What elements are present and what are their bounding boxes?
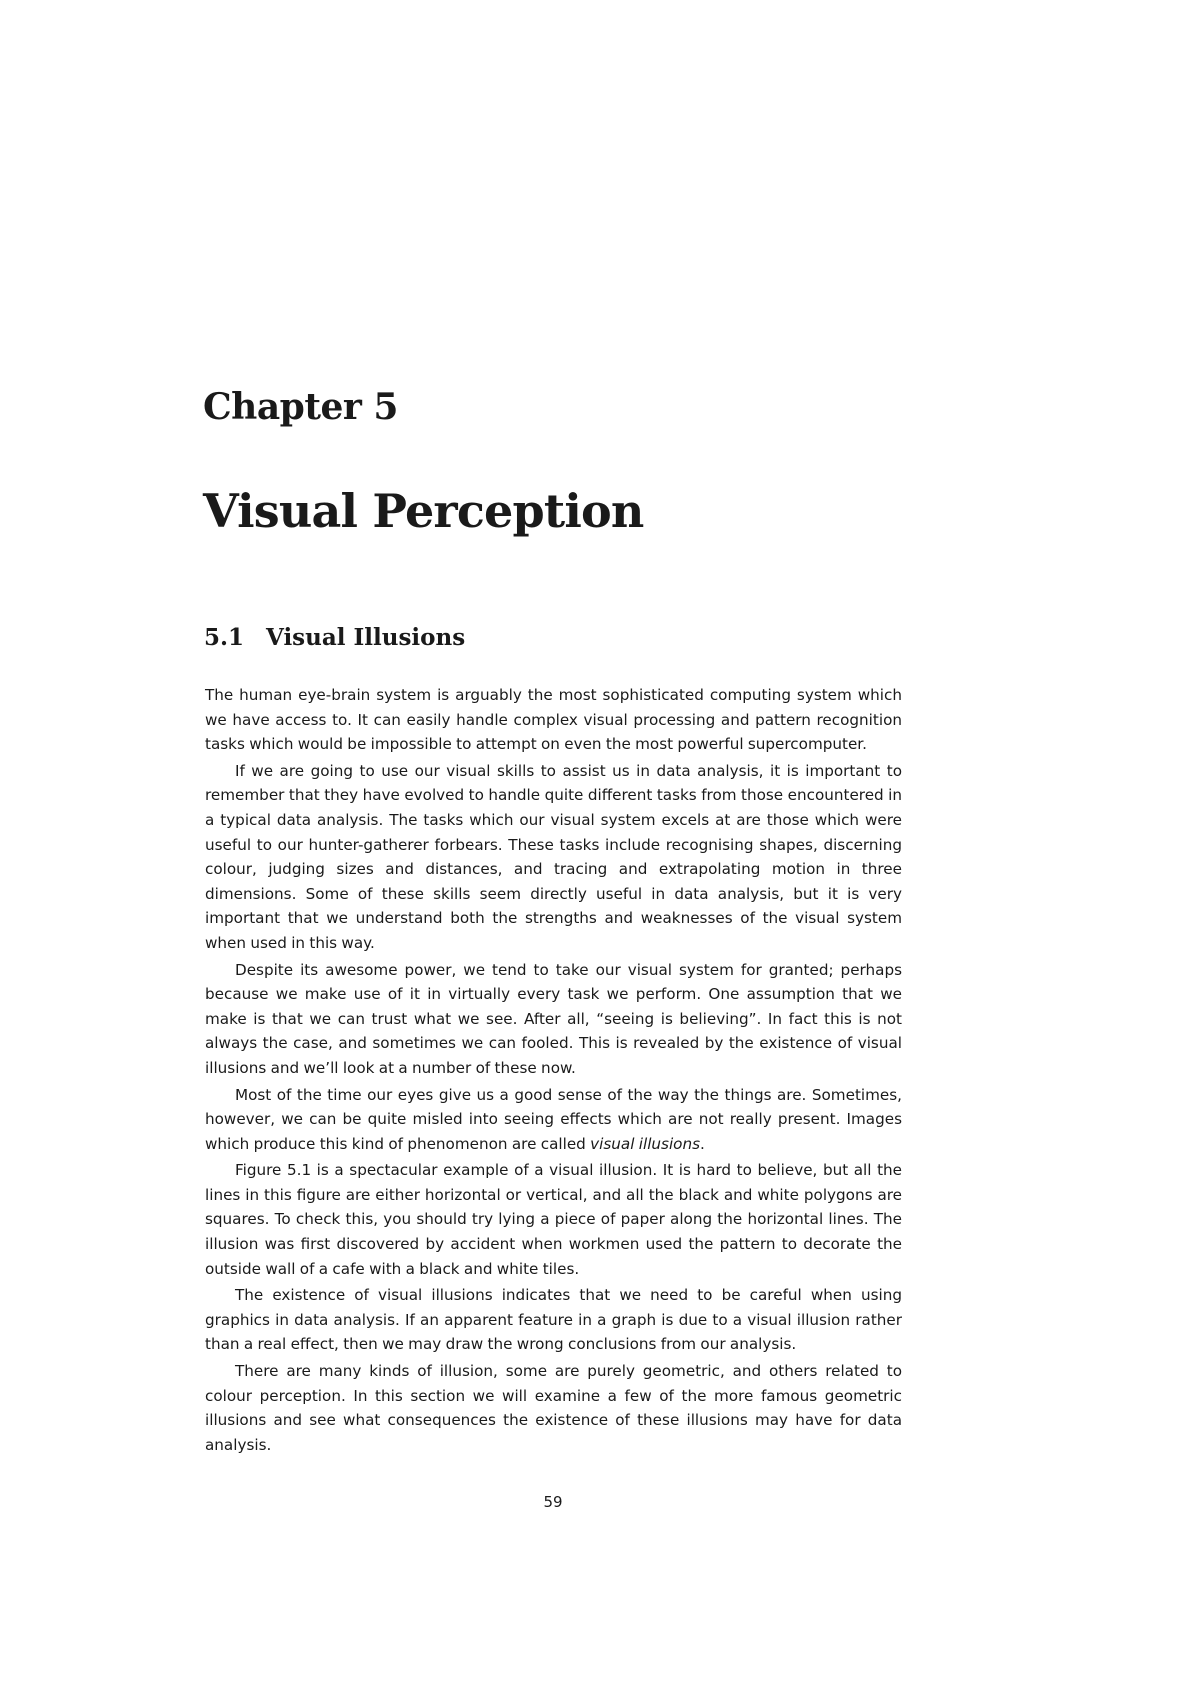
- section-heading: [204, 624, 465, 652]
- emphasis-visual-illusions: visual illusions: [590, 1134, 701, 1153]
- paragraph-1: The human eye-brain system is arguably the most sophisticated computing system which we have access to. It can easily handle complex visual processing and pattern recognition tasks which would be impossible to attempt on even the most powerful supercomputer.: [205, 686, 902, 754]
- section-number: 5.1: [204, 624, 245, 651]
- paragraph-6: The existence of visual illusions indicates that we need to be careful when using graphics in data analysis. If an apparent feature in a graph is due to a visual illusion rather than a real effect, then we may draw the wrong conclusions from our analysis.: [205, 1286, 902, 1354]
- page-number: 59: [543, 1493, 563, 1511]
- chapter-label: Chapter 5: [203, 386, 398, 428]
- chapter-title: Visual Perception: [203, 484, 644, 538]
- body-text: [205, 683, 902, 1459]
- section-title: Visual Illusions: [266, 624, 466, 651]
- paragraph-7: There are many kinds of illusion, some are purely geometric, and others related to colour perception. In this section we will examine a few of the more famous geometric illusions and see what consequences the existence of these illusions may have for data analysis.: [205, 1362, 902, 1454]
- paragraph-5: Figure 5.1 is a spectacular example of a visual illusion. It is hard to believe, but all the lines in this figure are either horizontal or vertical, and all the black and white polygons are squares. To check this, you should try lying a piece of paper along the horizontal lines. The illusion was first discovered by accident when workmen used the pattern to decorate the outside wall of a cafe with a black and white tiles.: [205, 1161, 902, 1278]
- paragraph-4-text: Most of the time our eyes give us a good sense of the way the things are. Sometimes, however, we can be quite misled into seeing effects which are not really present. Images which produce this kind of phenomenon are called: [205, 1085, 902, 1153]
- paragraph-3: Despite its awesome power, we tend to take our visual system for granted; perhaps because we make use of it in virtually every task we perform. One assumption that we make is that we can trust what we see. After all, “seeing is believing”. In fact this is not always the case, and sometimes we can fooled. This is revealed by the existence of visual illusions and we’ll look at a number of these now.: [205, 960, 902, 1077]
- paragraph-4-end: .: [700, 1134, 705, 1153]
- paragraph-2: If we are going to use our visual skills to assist us in data analysis, it is important to remember that they have evolved to handle quite different tasks from those encountered in a typical data analysis. The tasks which our visual system excels at are those which were useful to our hunter-gatherer forbears. These tasks include recognising shapes, discerning colour, judging sizes and distances, and tracing and extrapolating motion in three dimensions. Some of these skills seem directly useful in data analysis, but it is very important that we understand both the strengths and weaknesses of the visual system when used in this way.: [205, 761, 902, 952]
- paragraph-4: [205, 1083, 902, 1157]
